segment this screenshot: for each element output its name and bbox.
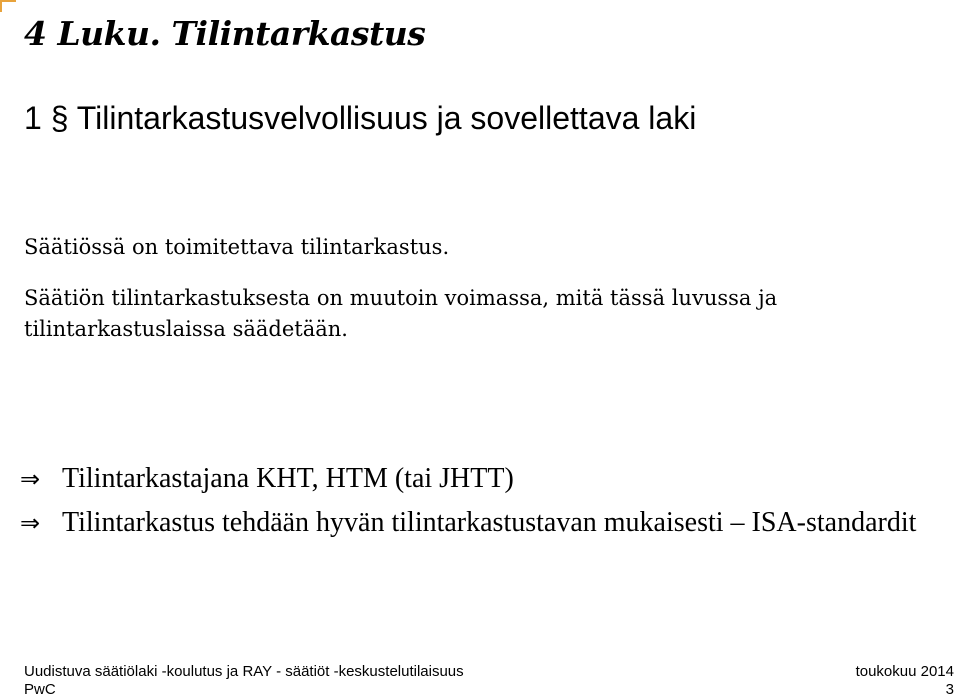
paragraph-2: Säätiön tilintarkastuksesta on muutoin voimassa, mitä tässä luvussa ja tilintarkastuslaissa säädetään. [24, 286, 778, 341]
footer-date: toukokuu 2014 [855, 663, 954, 680]
paragraph-1: Säätiössä on toimitettava tilintarkastus. [24, 235, 450, 259]
bullet-list [20, 461, 945, 549]
footer-brand: PwC [24, 681, 56, 698]
page-number: 3 [945, 681, 954, 698]
section-heading: 1 § Tilintarkastusvelvollisuus ja sovellettava laki [24, 100, 697, 136]
bullet-item [20, 461, 945, 497]
footer-event-title: Uudistuva säätiölaki -koulutus ja RAY - säätiöt -keskustelutilaisuus [24, 663, 464, 680]
corner-accent-mark [0, 0, 16, 12]
double-arrow-icon: ⇒ [20, 509, 41, 537]
footer-top-row [24, 663, 954, 680]
footer-bottom-row [24, 681, 954, 698]
bullet-text: Tilintarkastajana KHT, HTM (tai JHTT) [62, 463, 514, 494]
slide-title: 4 Luku. Tilintarkastus [24, 14, 426, 53]
bullet-text: Tilintarkastus tehdään hyvän tilintarkastustavan mukaisesti – ISA-standardit [62, 507, 917, 538]
double-arrow-icon: ⇒ [20, 465, 41, 493]
bullet-item [20, 505, 945, 541]
